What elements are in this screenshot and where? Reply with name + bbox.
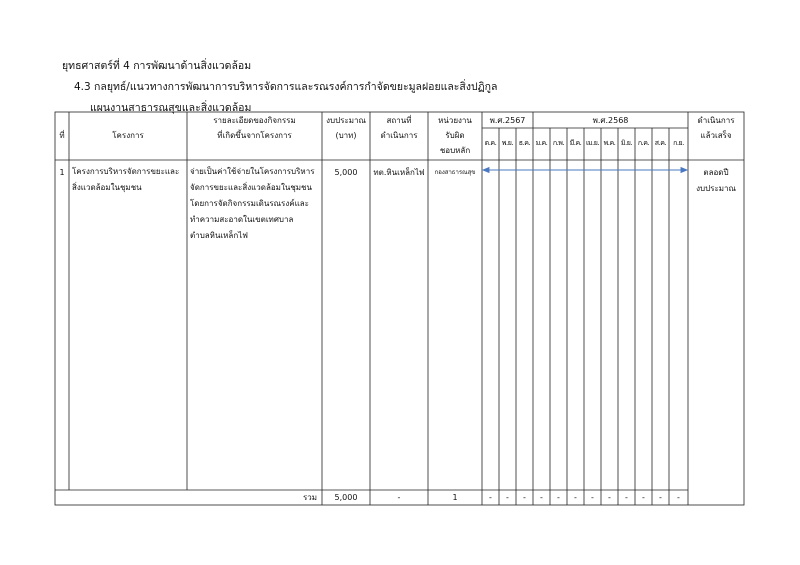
row-done-line2: งบประมาณ xyxy=(696,184,736,193)
header-done-line2: แล้วเสร็จ xyxy=(700,131,732,140)
month-oct: ต.ค. xyxy=(484,139,497,147)
project-name-line1: โครงการบริหารจัดการขยะและ xyxy=(72,167,180,176)
activity-period-arrow xyxy=(483,168,687,173)
month-aug: ส.ค. xyxy=(654,139,667,147)
month-sep: ก.ย. xyxy=(673,139,684,147)
month-nov: พ.ย. xyxy=(501,139,514,147)
header-no: ที่ xyxy=(59,131,65,140)
total-month-mark: - xyxy=(489,493,492,502)
header-place-line2: ดำเนินการ xyxy=(380,131,418,140)
row-done-line1: ตลอดปี xyxy=(703,168,729,177)
row-budget: 5,000 xyxy=(334,168,358,177)
total-budget: 5,000 xyxy=(334,493,358,502)
month-mar: มี.ค. xyxy=(569,139,582,147)
total-month-mark: - xyxy=(540,493,543,502)
header-details-line2: ที่เกิดขึ้นจากโครงการ xyxy=(217,131,292,140)
plan-heading: แผนงานสาธารณสุขและสิ่งแวดล้อม xyxy=(90,102,252,114)
detail-line4: ทำความสะอาดในเขตเทศบาล xyxy=(190,215,294,224)
header-year-2567: พ.ศ.2567 xyxy=(489,116,526,125)
row-unit: กองสาธารณสุข xyxy=(434,169,476,176)
total-month-mark: - xyxy=(608,493,611,502)
header-unit-line1: หน่วยงาน xyxy=(438,116,472,125)
total-unit: 1 xyxy=(452,493,458,502)
detail-line2: จัดการขยะและสิ่งแวดล้อมในชุมชน xyxy=(190,183,312,192)
total-month-mark: - xyxy=(625,493,628,502)
total-place: - xyxy=(397,493,401,502)
detail-line5: ตำบลหินเหล็กไฟ xyxy=(190,231,248,240)
month-apr: เม.ย. xyxy=(585,139,600,147)
detail-line1: จ่ายเป็นค่าใช้จ่ายในโครงการบริหาร xyxy=(190,167,315,176)
total-month-mark: - xyxy=(659,493,662,502)
month-dec: ธ.ค. xyxy=(518,139,531,147)
header-budget-line1: งบประมาณ xyxy=(326,116,366,125)
total-month-mark: - xyxy=(557,493,560,502)
total-month-mark: - xyxy=(506,493,509,502)
strategy-heading: ยุทธศาสตร์ที่ 4 การพัฒนาด้านสิ่งแวดล้อม xyxy=(62,60,252,72)
project-name-line2: สิ่งแวดล้อมในชุมชน xyxy=(72,183,142,192)
detail-line3: โดยการจัดกิจกรรมเดินรณรงค์และ xyxy=(190,199,309,208)
month-jul: ก.ค. xyxy=(637,139,650,147)
total-month-mark: - xyxy=(591,493,594,502)
month-feb: ก.พ. xyxy=(552,139,565,147)
row-place: ทต.หินเหล็กไฟ xyxy=(373,168,425,177)
month-jan: ม.ค. xyxy=(535,139,548,147)
total-label: รวม xyxy=(302,493,317,502)
total-month-mark: - xyxy=(574,493,577,502)
header-budget-line2: (บาท) xyxy=(335,131,357,140)
row-no: 1 xyxy=(59,168,65,177)
total-month-mark: - xyxy=(642,493,645,502)
tactic-heading: 4.3 กลยุทธ์/แนวทางการพัฒนาการบริหารจัดการและรณรงค์การกำจัดขยะมูลฝอยและสิ่งปฏิกูล xyxy=(74,81,498,93)
total-month-mark: - xyxy=(677,493,680,502)
header-done-line1: ดำเนินการ xyxy=(697,116,735,125)
month-may: พ.ค. xyxy=(603,139,616,147)
header-unit-line3: ชอบหลัก xyxy=(439,146,471,155)
total-month-mark: - xyxy=(523,493,526,502)
header-place-line1: สถานที่ xyxy=(386,116,412,125)
header-unit-line2: รับผิด xyxy=(445,131,465,140)
header-details-line1: รายละเอียดของกิจกรรม xyxy=(213,116,296,125)
header-year-2568: พ.ศ.2568 xyxy=(592,116,629,125)
month-jun: มิ.ย. xyxy=(620,139,633,147)
header-project: โครงการ xyxy=(112,131,144,140)
